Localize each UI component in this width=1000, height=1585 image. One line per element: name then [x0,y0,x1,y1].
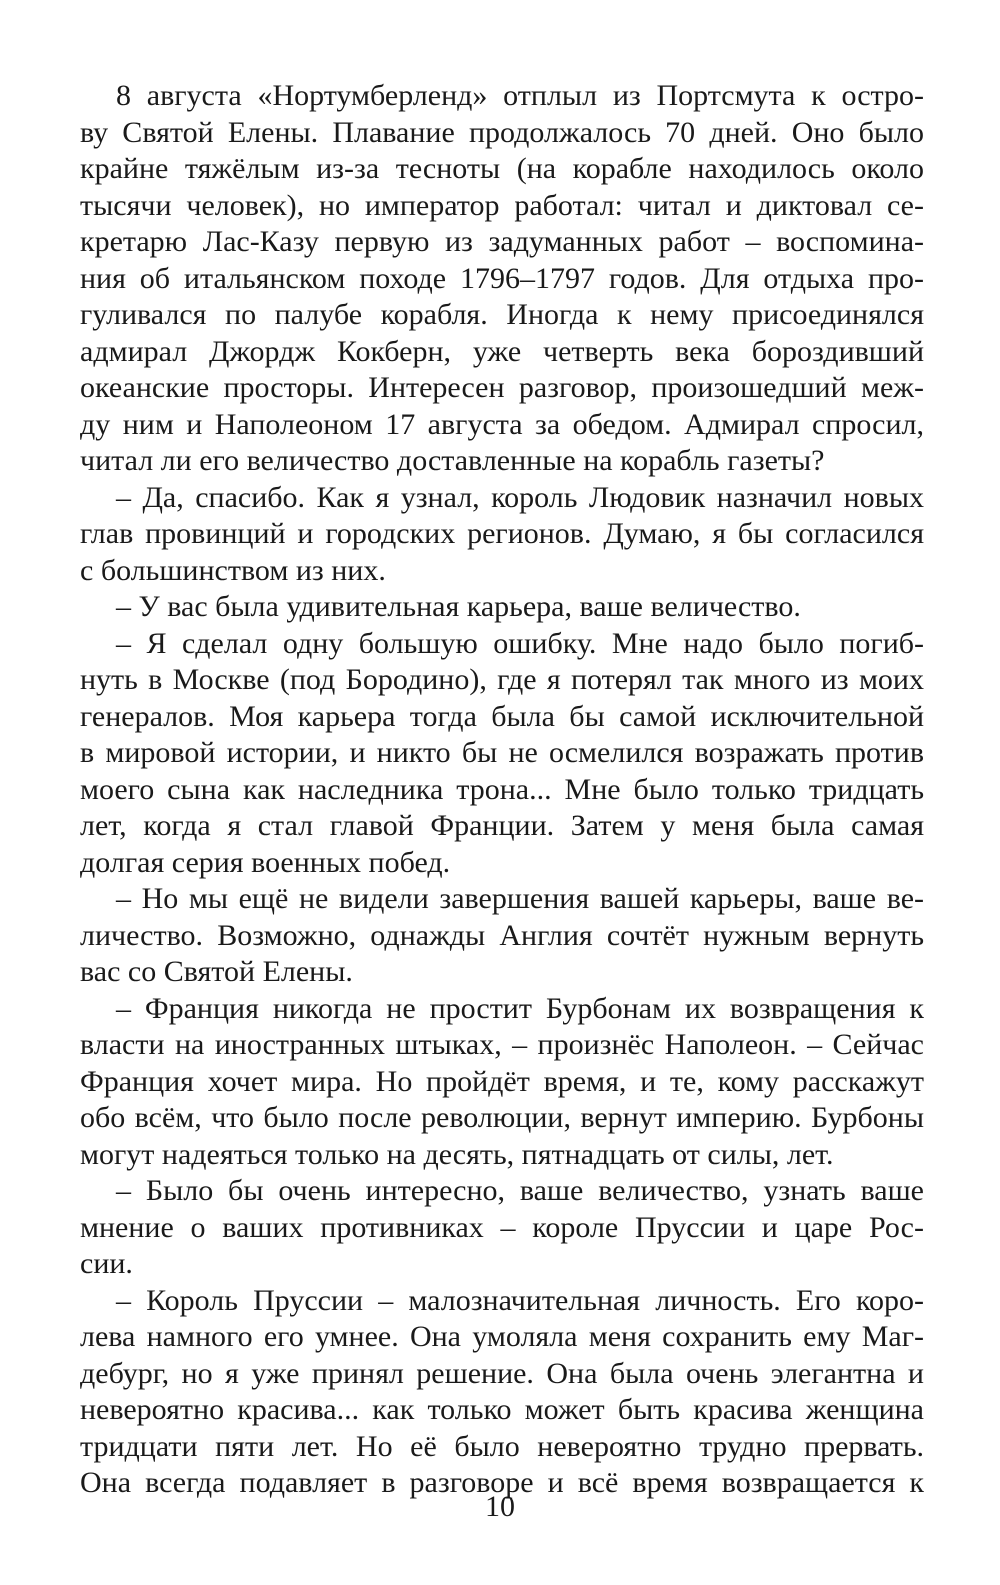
text-line: нуть в Москве (под Бородино), где я потерял так много из моих [80,663,924,696]
text-line: долгая серия военных побед. [80,845,451,879]
text-line: адмирал Джордж Кокберн, уже четверть века бороздивший [80,334,924,368]
text-line: с большинством из них. [80,553,386,587]
text-line: Она всегда подавляет в разговоре и всё время возвращается к [80,1466,924,1499]
text-line: 8 августа «Нортумберленд» отплыл из Портсмута к остро- [116,79,924,112]
page-number: 10 [485,1490,515,1523]
text-line: в мировой истории, и никто бы не осмелился возражать против [80,736,924,769]
text-line: тридцати пяти лет. Но её было невероятно трудно прервать. [80,1429,924,1463]
text-line: вас со Святой Елены. [80,955,353,988]
text-line: невероятно красива... как только может быть красива женщина [80,1393,924,1426]
text-line: – Франция никогда не простит Бурбонам их возвращения к [116,991,924,1025]
text-line: власти на иностранных штыках, – произнёс Наполеон. – Сейчас [80,1028,924,1061]
text-line: – У вас была удивительная карьера, ваше величество. [116,590,801,623]
text-line: могут надеяться только на десять, пятнадцать от силы, лет. [80,1137,834,1171]
text-line: личество. Возможно, однажды Англия сочтёт нужным вернуть [80,918,924,952]
text-line: – Было бы очень интересно, ваше величество, узнать ваше [116,1174,924,1207]
text-line: ния об итальянском походе 1796–1797 годов. Для отдыха про- [80,261,924,295]
text-line: сии. [80,1247,133,1280]
text-line: дебург, но я уже принял решение. Она была очень элегантна и [80,1356,924,1390]
text-line: ду ним и Наполеоном 17 августа за обедом. Адмирал спросил, [80,407,924,441]
body-text [80,78,924,1502]
text-line: моего сына как наследника трона... Мне было только тридцать [80,772,924,806]
text-line: – Да, спасибо. Как я узнал, король Людовик назначил новых [116,480,924,514]
text-line: лева намного его умнее. Она умоляла меня сохранить ему Маг- [80,1320,924,1353]
text-line: крайне тяжёлым из-за тесноты (на корабле находилось около [80,152,924,185]
text-line: – Но мы ещё не видели завершения вашей карьеры, ваше ве- [116,882,924,915]
text-line: гуливался по палубе корабля. Иногда к нему присоединялся [80,298,924,331]
text-line: читал ли его величество доставленные на корабль газеты? [80,444,825,477]
text-line: тысячи человек), но император работал: читал и диктовал се- [80,188,924,222]
text-line: глав провинций и городских регионов. Думаю, я бы согласился [80,517,924,550]
text-line: обо всём, что было после революции, вернут империю. Бурбоны [80,1101,924,1134]
text-line: – Я сделал одну большую ошибку. Мне надо было погиб- [116,626,924,660]
text-line: кретарю Лас-Казу первую из задуманных работ – воспомина- [80,225,924,258]
text-line: океанские просторы. Интересен разговор, произошедший меж- [80,371,924,404]
text-line: генералов. Моя карьера тогда была бы самой исключительной [80,699,924,733]
text-line: ву Святой Елены. Плавание продолжалось 70 дней. Оно было [80,115,924,149]
text-line: – Король Пруссии – малозначительная личность. Его коро- [116,1283,924,1317]
text-line: Франция хочет мира. Но пройдёт время, и те, кому расскажут [80,1064,924,1098]
text-line: лет, когда я стал главой Франции. Затем у меня была самая [80,809,924,842]
text-line: мнение о ваших противниках – короле Пруссии и царе Рос- [80,1210,924,1244]
